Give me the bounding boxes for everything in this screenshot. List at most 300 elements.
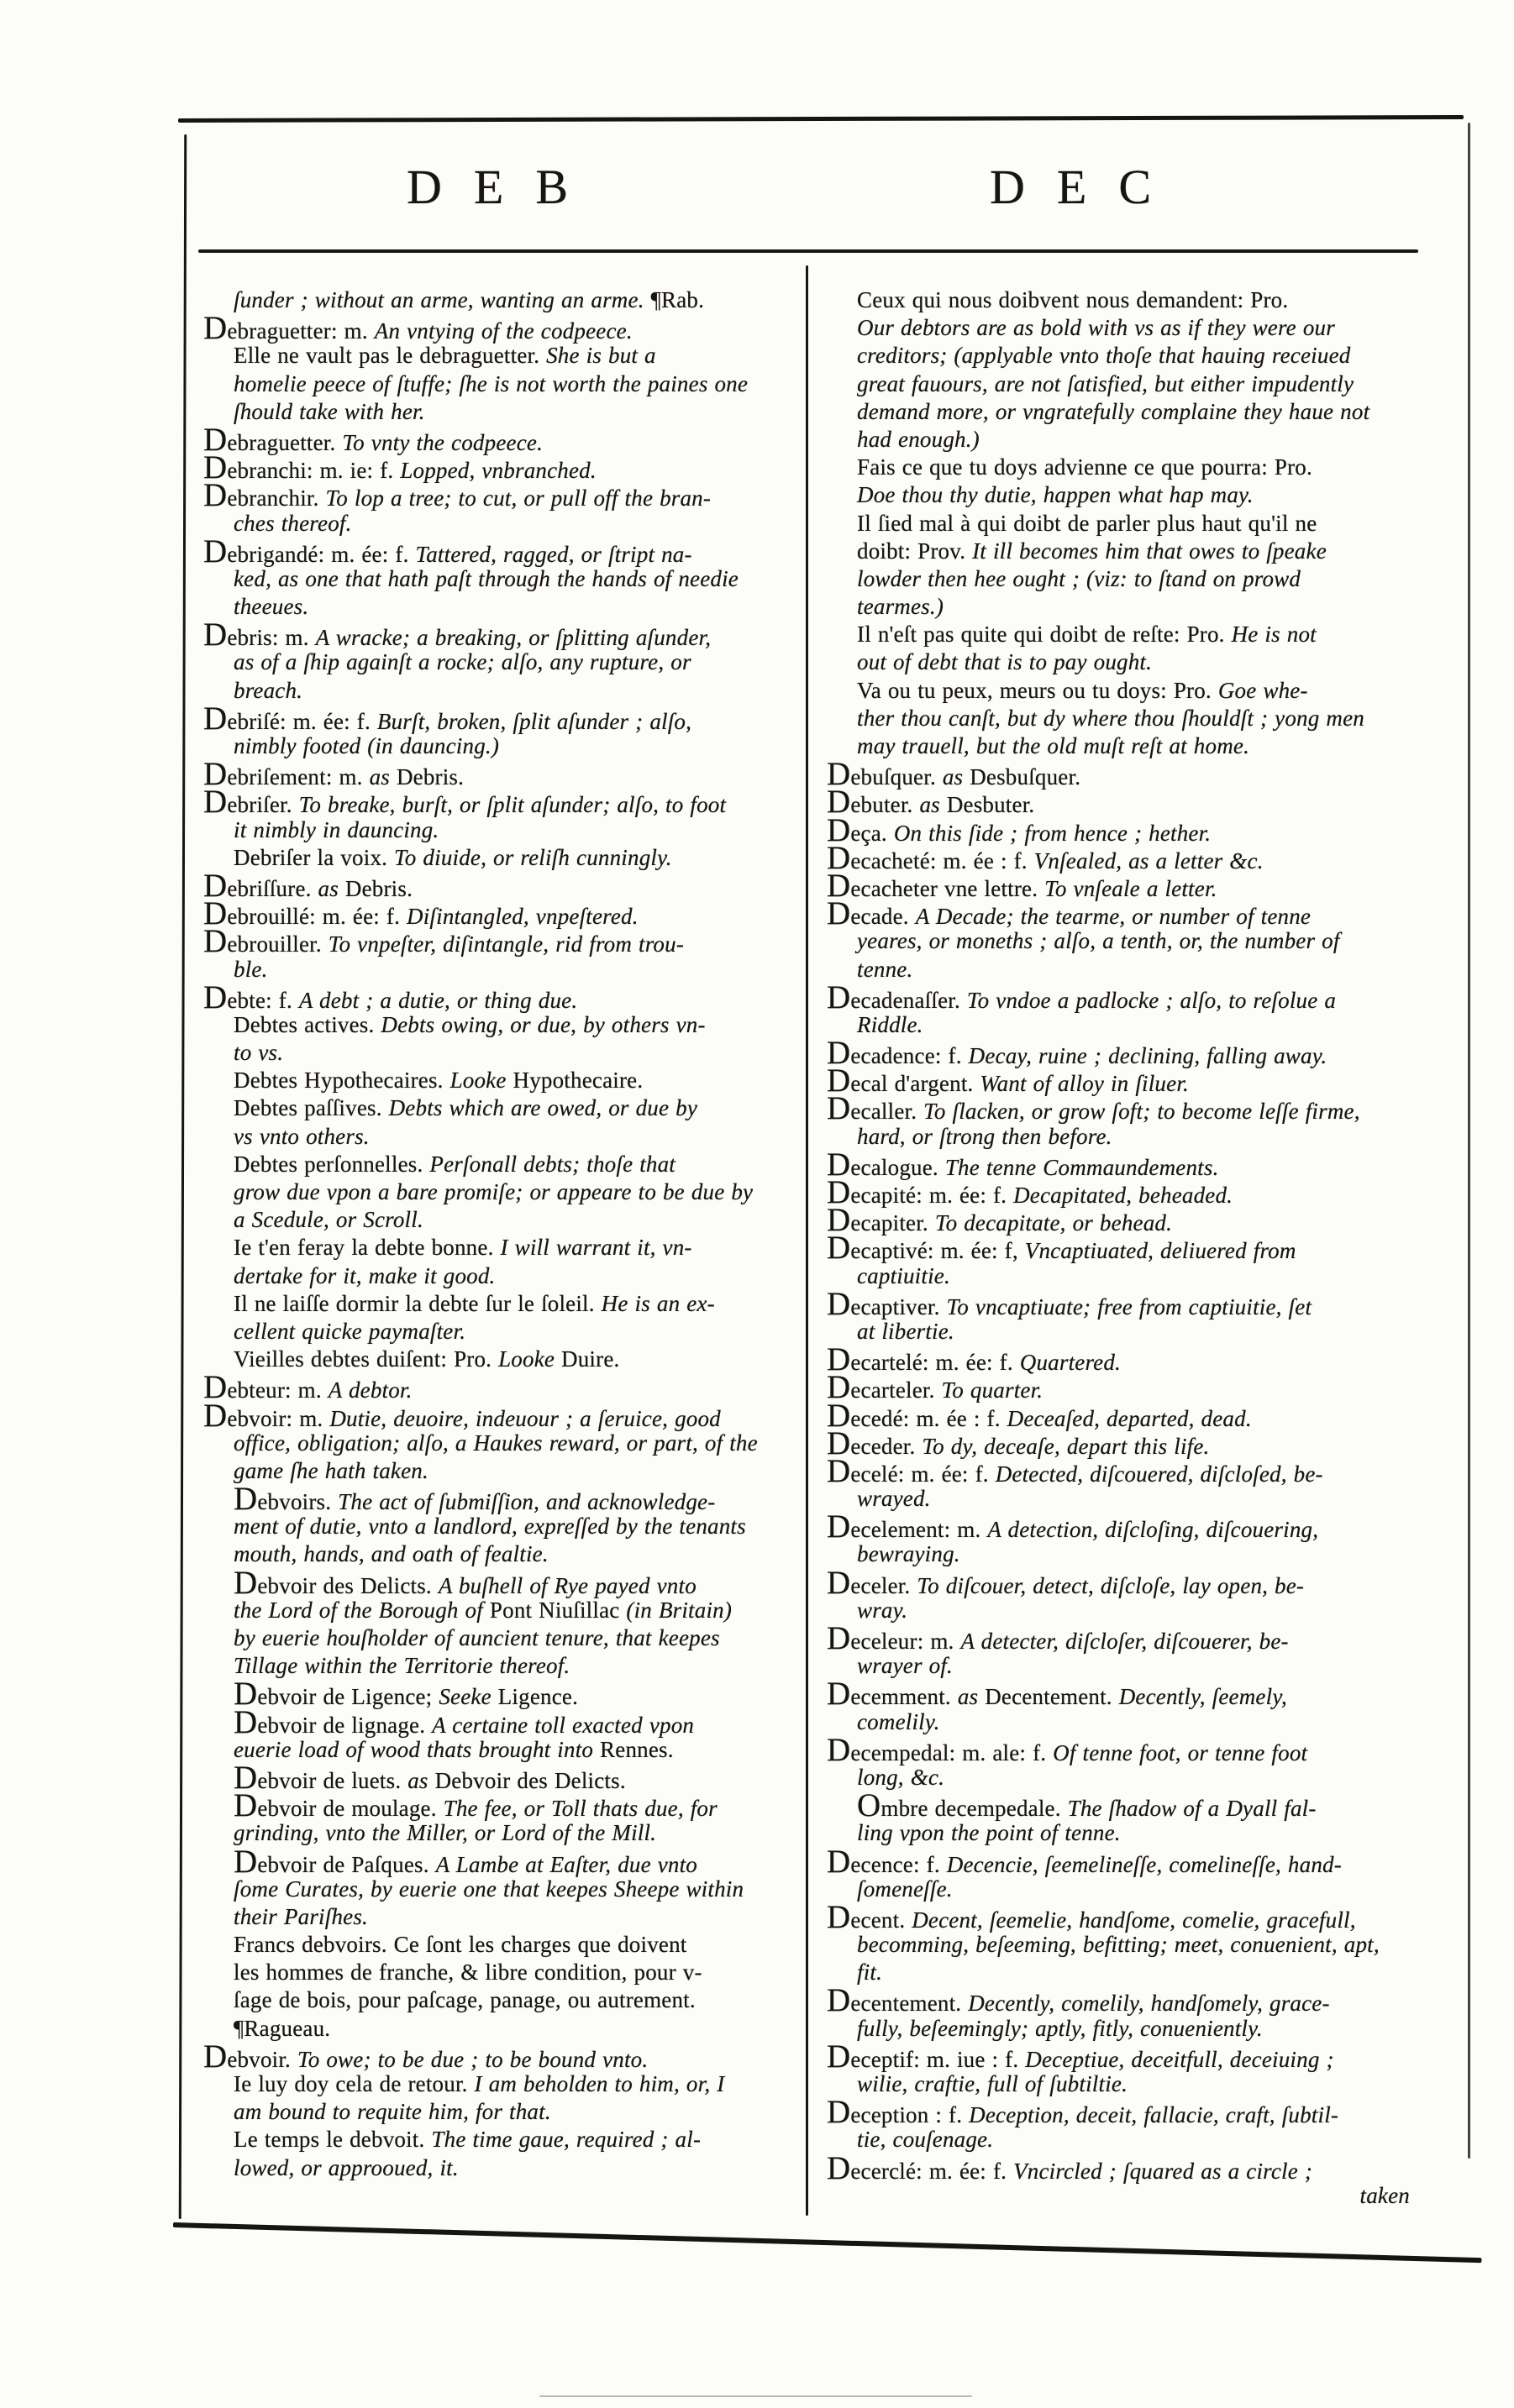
text-line	[203, 1959, 749, 1986]
gloss-text: Riddle.	[857, 1011, 923, 1037]
headword-text: ebvoir.	[227, 2046, 297, 2072]
entry-line	[827, 1062, 1417, 1099]
text-line	[827, 342, 1417, 370]
entry-line	[827, 1369, 1417, 1406]
gloss-text: To quarter.	[941, 1377, 1044, 1403]
gloss-text: Debts which are owed, or due by	[388, 1095, 698, 1121]
entry-line	[827, 1564, 1417, 1601]
headword-text: eceptif: m. iue : f.	[850, 2046, 1026, 2072]
text-line	[827, 1318, 1417, 1346]
entry-line	[203, 978, 749, 1015]
entry-initial-capital: D	[203, 616, 228, 653]
text-line	[203, 1346, 749, 1373]
gloss-text: Deceptiue, deceitfull, deceiuing ;	[1025, 2046, 1334, 2072]
entry-initial-capital: D	[234, 1759, 258, 1796]
gloss-text: Debts owing, or due, by others vn-	[381, 1011, 706, 1037]
headword-text: les hommes de franche, & libre condition, pour v-	[234, 1959, 702, 1986]
headword-text: ebvoir des Delicts.	[257, 1572, 439, 1598]
entry-initial-capital: D	[827, 1146, 851, 1183]
gloss-text: Decapitated, beheaded.	[1013, 1183, 1233, 1208]
text-line	[203, 1011, 749, 1039]
entry-line	[827, 1731, 1417, 1768]
headword-text: ebriſé: m. ée: f.	[227, 708, 377, 734]
gloss-text: A wracke; a breaking, or ſplitting aſunder,	[315, 625, 712, 651]
gloss-text: Goe whe-	[1217, 677, 1308, 703]
entry-initial-capital: D	[827, 1230, 851, 1267]
text-line	[203, 2015, 749, 2043]
headword-text: ebuter.	[850, 792, 920, 818]
gloss-text: homelie peece of ſtuffe; ſhe is not worth the paines one	[234, 370, 749, 396]
gloss-text: Diſintangled, vnpeſtered.	[407, 904, 639, 930]
gloss-text: Burſt, broken, ſplit aſunder ; alſo,	[376, 708, 692, 734]
entry-initial-capital: D	[203, 2038, 228, 2075]
entry-initial-capital: D	[827, 1369, 851, 1406]
headword-text: ebraguetter: m.	[227, 318, 375, 344]
headword-text: Hypothecaire.	[513, 1068, 644, 1094]
text-line	[203, 1430, 758, 1457]
headword-text: ebrouillé: m. ée: f.	[227, 904, 407, 930]
text-line	[203, 1039, 749, 1067]
entry-initial-capital: D	[827, 1564, 851, 1601]
gloss-text: tearmes.)	[857, 594, 944, 620]
gloss-text: as of a ſhip againſt a rocke; alſo, any rupture, or	[234, 649, 691, 675]
entry-line	[203, 1703, 749, 1740]
gloss-text: lowder then hee ought ; (viz: to ſtand on prowd	[857, 565, 1301, 591]
entry-initial-capital: D	[203, 756, 228, 793]
headword-text: Pont Niuſillac	[489, 1597, 620, 1623]
entry-initial-capital: D	[234, 1676, 258, 1713]
gloss-text: A Lambe at Eaſter, due vnto	[435, 1851, 698, 1877]
gloss-text: their Pariſhes.	[234, 1903, 368, 1929]
gloss-text: Lopped, vnbranched.	[400, 458, 597, 484]
text-line	[827, 2126, 1417, 2154]
headword-text: ebteur: m.	[227, 1377, 329, 1403]
entry-initial-capital: D	[827, 1035, 851, 1072]
entry-line	[827, 867, 1417, 904]
gloss-text: To vnſeale a letter.	[1044, 875, 1217, 901]
text-line	[203, 1736, 749, 1764]
gloss-text: to vs.	[234, 1040, 284, 1066]
headword-text: ecentement.	[850, 1991, 969, 2017]
gloss-text: demand more, or vngratefully complaine they haue not	[857, 398, 1370, 424]
gloss-text: grinding, vnto the Miller, or Lord of the Mill.	[234, 1820, 657, 1846]
headword-text: Decentement.	[985, 1684, 1119, 1710]
gloss-text: He is not	[1231, 622, 1317, 648]
text-line	[203, 1457, 749, 1485]
gloss-text: It ill becomes him that owes to ſpeake	[972, 538, 1327, 564]
entry-line	[827, 756, 1417, 793]
headword-text: Desbuſquer.	[970, 764, 1081, 790]
text-line	[203, 1652, 749, 1680]
headword-text: eceler.	[850, 1572, 917, 1598]
entry-initial-capital: D	[203, 421, 228, 458]
headword-text: Il n'eſt pas quite qui doibt de reſte: Pro.	[857, 622, 1232, 648]
headword-text: ebriſement: m.	[227, 764, 370, 790]
headword-text: Debvoir des Delicts.	[434, 1767, 626, 1793]
headword-text: Debriſer la voix.	[234, 844, 395, 870]
headword-text: Rennes.	[600, 1736, 674, 1762]
entry-initial-capital: D	[827, 1843, 851, 1880]
text-line	[827, 621, 1417, 648]
gloss-text: To decapitate, or behead.	[934, 1210, 1173, 1236]
headword-text: doibt: Prov.	[857, 538, 973, 564]
gloss-text: To vnty the codpeece.	[342, 429, 544, 455]
entry-line	[203, 449, 749, 486]
text-line	[203, 2126, 749, 2154]
headword-text: Debris.	[396, 764, 465, 790]
gloss-text: (in Britain)	[619, 1597, 733, 1623]
gloss-text: as	[407, 1767, 435, 1793]
headword-text: mbre decempedale.	[881, 1796, 1068, 1822]
headword-text: ebrouiller.	[227, 931, 329, 957]
entry-initial-capital: D	[234, 1787, 258, 1824]
text-line	[203, 1262, 749, 1290]
gloss-text: had enough.)	[857, 426, 980, 452]
gloss-text: wrayed.	[857, 1486, 931, 1512]
entry-line	[827, 784, 1417, 821]
gloss-text: ling vpon the point of tenne.	[857, 1820, 1121, 1846]
headword-text: eceleur: m.	[850, 1629, 961, 1654]
text-line	[203, 1123, 749, 1151]
text-line	[827, 1876, 1417, 1903]
entry-initial-capital: D	[827, 867, 851, 904]
entry-initial-capital: D	[827, 2094, 851, 2131]
text-line	[827, 1708, 1417, 1736]
text-line	[827, 370, 1417, 398]
gloss-text: am bound to requite him, for that.	[234, 2099, 551, 2125]
text-line	[203, 1986, 749, 2014]
gloss-text: Tattered, ragged, or ſtript na-	[415, 541, 692, 567]
text-line	[203, 844, 749, 872]
headword-text: ecalogue.	[850, 1154, 945, 1180]
headword-text: ebriſſure.	[227, 875, 318, 901]
text-line	[203, 1819, 749, 1847]
gloss-text: Tillage within the Territorie thereof.	[234, 1653, 570, 1679]
gloss-text: The fee, or Toll thats due, for	[443, 1796, 718, 1822]
headword-text: ſage de bois, pour paſcage, panage, ou autrement.	[234, 1987, 696, 2013]
headword-text: ebvoir de Ligence;	[257, 1684, 439, 1710]
entry-initial-capital: D	[827, 1676, 851, 1713]
text-line	[203, 1067, 749, 1094]
headword-text: ecempedal: m. ale: f.	[850, 1739, 1054, 1765]
headword-text: ecacheté: m. ée : f.	[850, 847, 1034, 873]
gloss-text: A detecter, diſcloſer, diſcouerer, be-	[960, 1629, 1289, 1654]
entry-initial-capital: D	[827, 1898, 851, 1935]
gloss-text: grow due vpon a bare promiſe; or appeare to be due by	[234, 1179, 754, 1204]
entry-initial-capital: D	[203, 895, 228, 932]
gloss-text: ment of dutie, vnto a landlord, expreſſed by the tenants	[234, 1514, 746, 1540]
entry-initial-capital: O	[857, 1787, 881, 1824]
gloss-text: breach.	[234, 677, 303, 703]
gloss-text: To vnpeſter, diſintangle, rid from trou-	[328, 931, 685, 957]
bottom-border-rule	[173, 2222, 1482, 2263]
text-line	[203, 342, 749, 370]
gloss-text: ſome Curates, by euerie one that keepes Sheepe within	[234, 1876, 744, 1902]
gloss-text: cellent quicke paymaſter.	[234, 1318, 466, 1344]
entry-initial-capital: D	[827, 1174, 851, 1210]
gloss-text: tenne.	[857, 956, 913, 982]
headword-text: ecent.	[850, 1907, 912, 1933]
text-line	[827, 426, 1417, 454]
entry-initial-capital: D	[827, 1508, 851, 1545]
entry-line	[827, 2149, 1417, 2186]
entry-line	[827, 1397, 1417, 1434]
text-line	[203, 1178, 754, 1206]
headword-text: ecerclé: m. ée: f.	[850, 2158, 1014, 2184]
entry-line	[827, 1898, 1417, 1935]
text-line	[203, 2098, 749, 2126]
gloss-text: theeues.	[234, 594, 309, 620]
gloss-text: To owe; to be due ; to be bound vnto.	[297, 2046, 649, 2072]
text-line	[203, 1206, 749, 1234]
text-line	[827, 677, 1417, 705]
text-line	[203, 1318, 749, 1346]
gloss-text: Perſonall debts; thoſe that	[429, 1151, 676, 1177]
gloss-text: the Lord of the Borough of	[234, 1597, 490, 1623]
gloss-text: To vndoe a padlocke ; alſo, to reſolue a	[966, 987, 1337, 1013]
gloss-text: mouth, hands, and oath of fealtie.	[234, 1541, 549, 1567]
gloss-text: may trauell, but the old muſt reſt at home.	[857, 733, 1250, 758]
headword-text: Debtes actives.	[234, 1011, 381, 1037]
text-line	[827, 705, 1417, 732]
gloss-text: fit.	[857, 1959, 883, 1986]
text-line	[203, 1540, 749, 1568]
gloss-text: as	[369, 764, 397, 790]
entry-initial-capital: D	[234, 1843, 258, 1880]
gloss-text: game ſhe hath taken.	[234, 1457, 428, 1483]
gloss-text: To ſlacken, or grow ſoft; to become leſſe firme,	[923, 1099, 1360, 1125]
gloss-text: The ſhadow of a Dyall fal-	[1067, 1796, 1317, 1822]
text-line	[203, 1876, 749, 1903]
text-line	[203, 1513, 749, 1540]
gloss-text: Vnſealed, as a letter &c.	[1033, 847, 1264, 873]
gloss-text: A certaine toll exacted vpon	[432, 1712, 695, 1738]
headword-text: ebuſquer.	[850, 764, 943, 790]
entry-line	[203, 1369, 749, 1406]
text-line	[827, 1540, 1417, 1568]
gloss-text: ked, as one that hath paſt through the hands of needie	[234, 565, 739, 591]
headword-text: Debris.	[344, 875, 413, 901]
gloss-text: ſomeneſſe.	[857, 1876, 953, 1902]
gloss-text: captiuitie.	[857, 1262, 950, 1288]
gloss-text: To diſcouer, detect, diſcloſe, lay open, be-	[917, 1572, 1305, 1598]
entry-line	[203, 923, 749, 960]
entry-initial-capital: D	[827, 756, 851, 793]
entry-line	[827, 1202, 1417, 1239]
gloss-text: by euerie houſholder of auncient tenure, that keepes	[234, 1625, 720, 1650]
headword-text: Il ne laiſſe dormir la debte ſur le ſoleil.	[234, 1290, 602, 1316]
headword-text: Ligence.	[497, 1684, 579, 1710]
entry-initial-capital: D	[827, 1731, 851, 1768]
entry-line	[203, 895, 749, 932]
headword-text: ecelé: m. ée: f.	[850, 1461, 996, 1487]
entry-line	[203, 700, 749, 737]
gloss-text: Seeke	[439, 1684, 498, 1710]
entry-line	[203, 1787, 749, 1824]
text-line	[827, 2070, 1417, 2098]
text-line	[203, 593, 749, 621]
gloss-text: To vncaptiuate; free from captiuitie, ſet	[946, 1293, 1312, 1319]
left-border-line	[179, 134, 187, 2219]
headword-text: ebvoir de luets.	[257, 1767, 408, 1793]
entry-initial-capital: D	[203, 1369, 228, 1406]
text-line	[203, 2154, 749, 2182]
gloss-text: creditors; (applyable vnto thoſe that hauing receiued	[857, 343, 1351, 369]
gloss-text: To diuide, or reliſh cunningly.	[394, 844, 672, 870]
entry-initial-capital: D	[827, 1285, 851, 1322]
headword-text: ebranchir.	[227, 485, 326, 512]
entry-line	[827, 839, 1417, 876]
entry-initial-capital: D	[827, 1452, 851, 1489]
text-line	[203, 286, 749, 314]
gloss-text: ble.	[234, 956, 268, 982]
headword-text: ecaller.	[850, 1099, 924, 1125]
entry-initial-capital: D	[827, 784, 851, 821]
text-line	[827, 1931, 1417, 1959]
entry-line	[203, 867, 749, 904]
gloss-text: dertake for it, make it good.	[234, 1262, 496, 1288]
text-line	[827, 1485, 1417, 1513]
text-line	[203, 1094, 749, 1122]
text-line	[827, 1123, 1417, 1151]
entry-initial-capital: D	[827, 895, 851, 932]
headword-text: ebvoir de lignage.	[257, 1712, 433, 1738]
headword-text: eceder.	[850, 1433, 923, 1459]
gloss-text: tie, couſenage.	[857, 2127, 994, 2153]
headword-text: ebrigandé: m. ée: f.	[227, 541, 416, 567]
headword-text: ¶Rab.	[650, 287, 705, 312]
gloss-text: A debtor.	[328, 1377, 413, 1403]
text-line	[827, 1262, 1417, 1290]
headword-text: ecemment.	[850, 1684, 958, 1710]
text-line	[203, 1290, 749, 1318]
headword-text: Ie luy doy cela de retour.	[234, 2071, 475, 2096]
entry-initial-capital: D	[203, 310, 228, 347]
gloss-text: great fauours, are not ſatisfied, but either impudently	[857, 370, 1354, 396]
gloss-text: becomming, beſeeming, befitting; meet, conuenient, apt,	[857, 1932, 1380, 1958]
entry-line	[827, 1146, 1417, 1183]
entry-line	[827, 1787, 1417, 1824]
headword-text: Fais ce que tu doys advienne ce que pourra: Pro.	[857, 454, 1312, 480]
gloss-text: ther thou canſt, but dy where thou ſhouldſt ; yong men	[857, 705, 1364, 731]
entry-initial-capital: D	[827, 1202, 851, 1239]
gloss-text: ches thereof.	[234, 510, 352, 536]
text-line	[827, 732, 1417, 760]
text-line	[203, 510, 749, 538]
gloss-text: The time gaue, required ; al-	[431, 2127, 702, 2153]
gloss-text: On this ſide ; from hence ; hether.	[893, 820, 1212, 846]
headword-text: ecelement: m.	[850, 1517, 988, 1543]
text-line	[203, 1624, 749, 1652]
entry-line	[827, 1982, 1417, 2019]
headword-text: ebraguetter.	[227, 429, 343, 455]
entry-line	[827, 1341, 1417, 1378]
header-separator-rule	[198, 249, 1418, 253]
headword-text: ¶Ragueau.	[234, 2015, 331, 2041]
column-divider-line	[806, 265, 808, 2216]
gloss-text: as	[919, 792, 947, 818]
entry-initial-capital: D	[827, 2038, 851, 2075]
gloss-text: Quartered.	[1019, 1350, 1121, 1376]
entry-line	[827, 978, 1417, 1015]
gloss-text: Of tenne foot, or tenne foot	[1053, 1739, 1308, 1765]
gloss-text: yeares, or moneths ; alſo, a tenth, or, the number of	[857, 928, 1340, 954]
entry-initial-capital: D	[827, 1397, 851, 1434]
entry-line	[827, 1285, 1417, 1322]
headword-text: Ie t'en feray la debte bonne.	[234, 1235, 501, 1261]
entry-line	[827, 1174, 1417, 1210]
text-line	[827, 565, 1417, 593]
gloss-text: A Decade; the tearme, or number of tenne	[915, 904, 1312, 930]
headword-text: ecaptivé: m. ée: f,	[850, 1238, 1025, 1264]
right-column	[827, 286, 1417, 2210]
entry-initial-capital: D	[234, 1481, 258, 1518]
gloss-text: Want of alloy in ſiluer.	[980, 1071, 1189, 1097]
gloss-text: Deception, deceit, fallacie, craft, ſubtil-	[969, 2102, 1339, 2128]
entry-line	[827, 1424, 1417, 1461]
text-line	[827, 2015, 1417, 2043]
text-line	[203, 1597, 749, 1624]
gloss-text: as	[318, 875, 345, 901]
gloss-text: An vntying of the codpeece.	[374, 318, 633, 344]
gloss-text: lowed, or approoued, it.	[234, 2154, 459, 2180]
gloss-text: A detection, diſcloſing, diſcouering,	[987, 1517, 1319, 1543]
entry-line	[203, 1759, 749, 1796]
top-border-rule	[178, 115, 1464, 123]
gloss-text: Doe thou thy dutie, happen what hap may.	[857, 482, 1254, 508]
gloss-text: A debt ; a dutie, or thing due.	[298, 987, 578, 1013]
gloss-text: as	[957, 1684, 986, 1710]
gloss-text: He is an ex-	[601, 1290, 715, 1316]
gloss-text: taken	[1359, 2182, 1410, 2208]
gloss-text: wrayer of.	[857, 1653, 953, 1679]
text-line	[827, 1652, 1417, 1680]
gloss-text: ſunder ; without an arme, wanting an arme.	[234, 287, 651, 312]
gloss-text: bewraying.	[857, 1541, 960, 1567]
entry-line	[827, 2094, 1417, 2131]
text-line	[827, 398, 1417, 426]
headword-text: Debtes Hypothecaires.	[234, 1068, 450, 1094]
gloss-text: at libertie.	[857, 1318, 954, 1344]
text-line	[203, 1234, 749, 1262]
headword-text: ecadence: f.	[850, 1043, 969, 1069]
gloss-text: I will warrant it, vn-	[500, 1235, 692, 1261]
headword-text: eception : f.	[850, 2102, 970, 2128]
entry-initial-capital: D	[203, 449, 228, 486]
headword-text: Vieilles debtes duiſent: Pro.	[234, 1346, 499, 1372]
headword-text: ecadenaſſer.	[850, 987, 967, 1013]
entry-initial-capital: D	[827, 1341, 851, 1378]
entry-line	[827, 1452, 1417, 1489]
gloss-text: Looke	[498, 1346, 562, 1372]
entry-line	[203, 1676, 749, 1713]
headword-text: ebte: f.	[227, 987, 299, 1013]
entry-initial-capital: D	[203, 978, 228, 1015]
entry-initial-capital: D	[203, 532, 228, 569]
entry-line	[827, 1843, 1417, 1880]
entry-initial-capital: D	[203, 1397, 228, 1434]
headword-text: ecaptiver.	[850, 1293, 947, 1319]
headword-text: ecade.	[850, 904, 916, 930]
entry-initial-capital: D	[827, 978, 851, 1015]
entry-line	[827, 2038, 1417, 2075]
entry-initial-capital: D	[827, 1982, 851, 2019]
headword-text: eça.	[850, 820, 894, 846]
headword-text: ecedé: m. ée : f.	[850, 1405, 1007, 1431]
entry-line	[203, 616, 749, 653]
entry-line	[203, 2038, 749, 2075]
text-line	[827, 1959, 1417, 1986]
